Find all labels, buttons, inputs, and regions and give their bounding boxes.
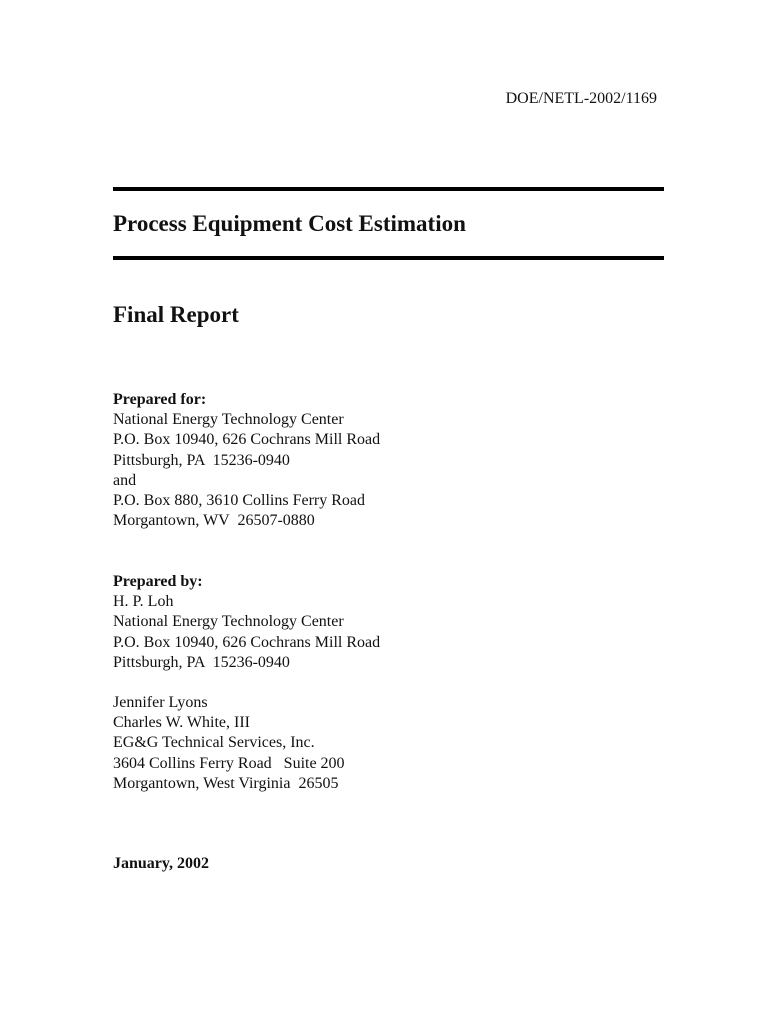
report-number: DOE/NETL-2002/1169 xyxy=(505,90,657,107)
prepared-for-line: National Energy Technology Center xyxy=(113,411,344,429)
prepared-for-block xyxy=(113,390,380,531)
report-subtitle: Final Report xyxy=(113,302,239,327)
contractor-line: Morgantown, West Virginia 26505 xyxy=(113,774,339,792)
report-date: January, 2002 xyxy=(113,855,210,872)
contractor-line: Charles W. White, III xyxy=(113,714,251,732)
prepared-by-line: Pittsburgh, PA 15236-0940 xyxy=(113,653,290,671)
prepared-by-heading: Prepared by: xyxy=(113,573,203,590)
contractor-line: Jennifer Lyons xyxy=(113,694,208,711)
prepared-for-line: P.O. Box 10940, 626 Cochrans Mill Road xyxy=(113,431,381,449)
contractor-line: EG&G Technical Services, Inc. xyxy=(113,734,315,752)
title-rule-top xyxy=(113,187,664,191)
prepared-for-line: Morgantown, WV 26507-0880 xyxy=(113,512,315,530)
prepared-by-line: P.O. Box 10940, 626 Cochrans Mill Road xyxy=(113,633,381,651)
prepared-by-line: National Energy Technology Center xyxy=(113,613,344,631)
prepared-for-heading: Prepared for: xyxy=(113,391,207,408)
prepared-by-line: H. P. Loh xyxy=(113,593,174,611)
prepared-by-block xyxy=(113,572,380,673)
contractor-block xyxy=(113,693,345,794)
title-rule-bottom xyxy=(113,256,664,260)
prepared-for-line: and xyxy=(113,471,137,489)
contractor-line: 3604 Collins Ferry Road Suite 200 xyxy=(113,754,345,772)
prepared-for-line: P.O. Box 880, 3610 Collins Ferry Road xyxy=(113,492,366,510)
prepared-for-line: Pittsburgh, PA 15236-0940 xyxy=(113,451,290,469)
report-title: Process Equipment Cost Estimation xyxy=(113,211,466,236)
